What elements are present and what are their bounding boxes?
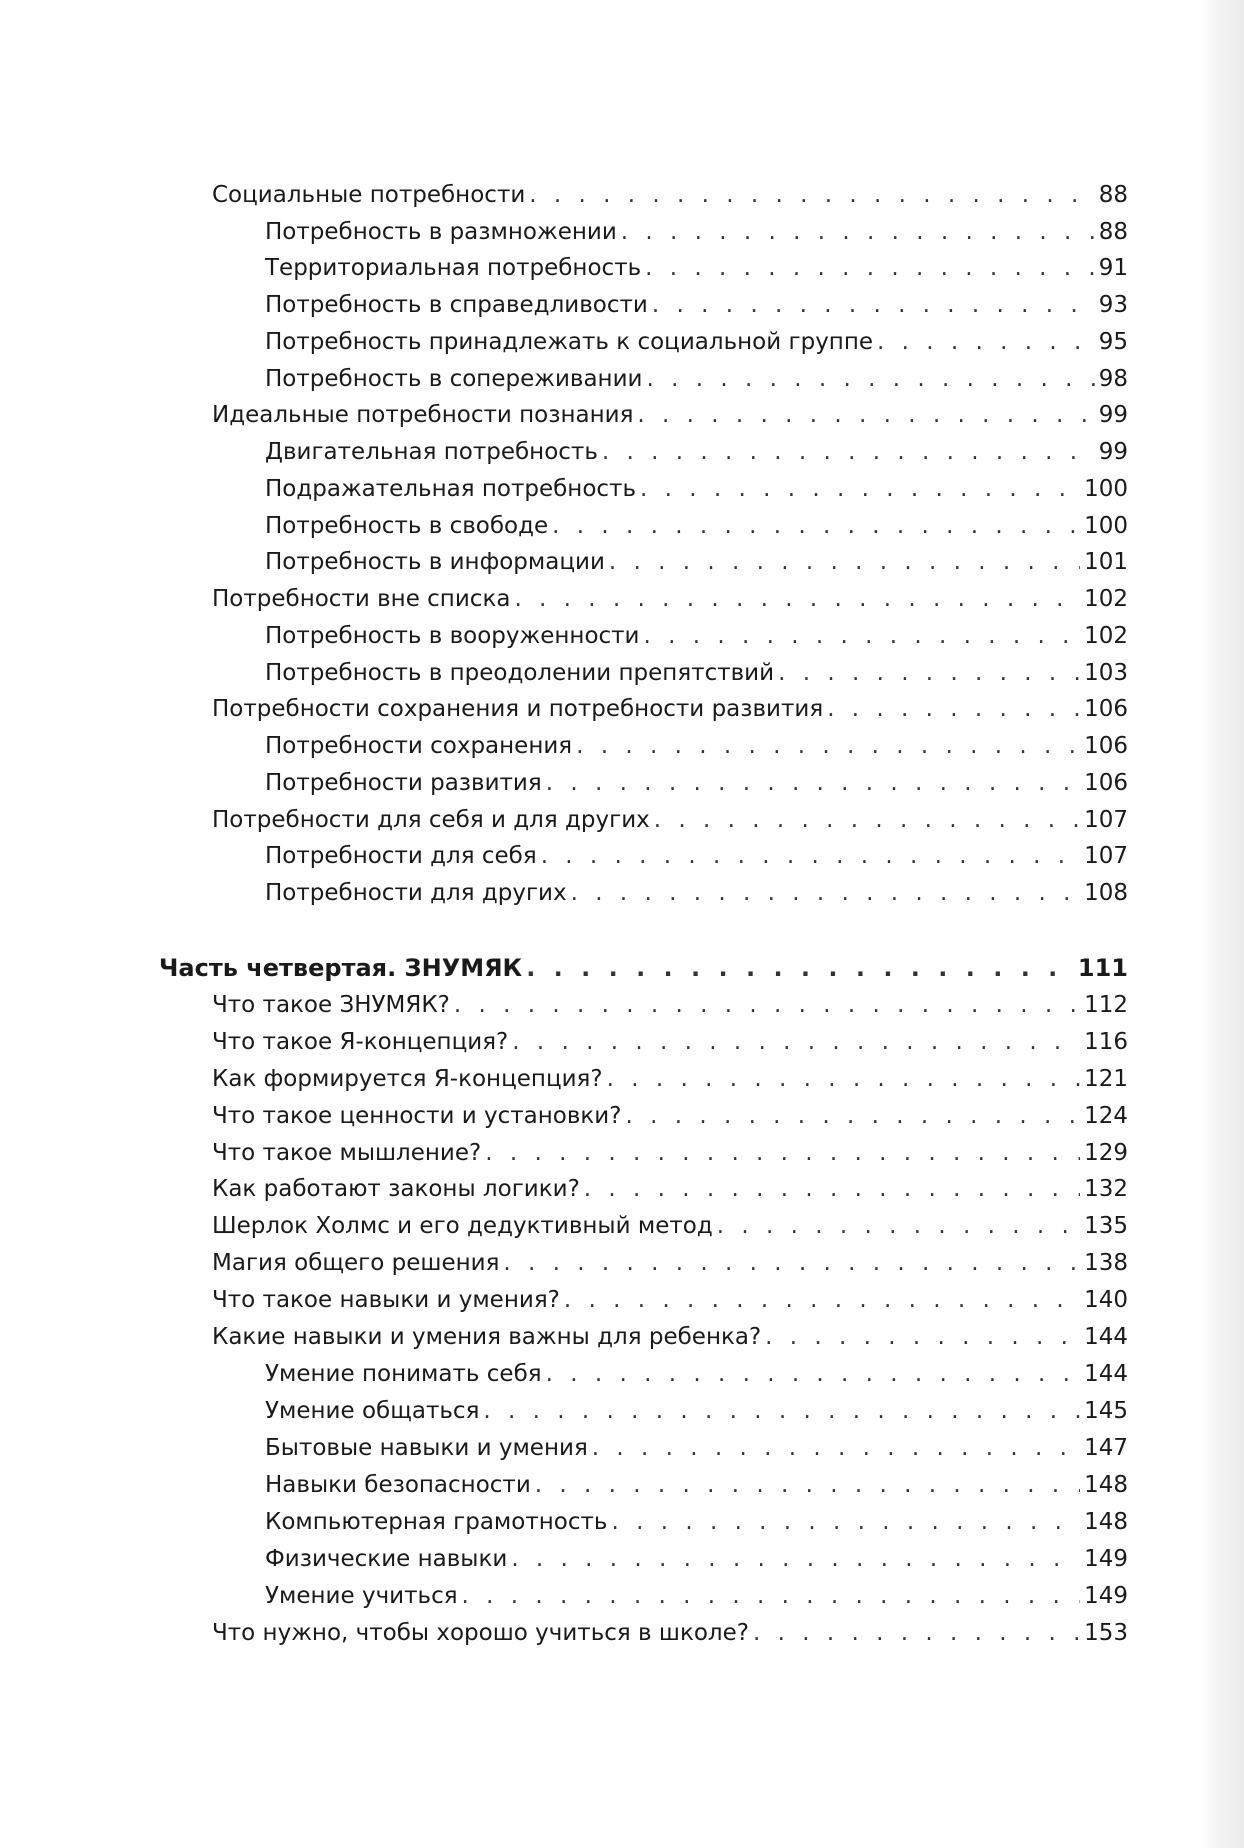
toc-entry-title: Что такое ценности и установки? <box>212 1103 622 1129</box>
toc-entry-page: 149 <box>1084 1583 1128 1609</box>
toc-leader-dots <box>512 1024 1080 1060</box>
toc-entry-title: Двигательная потребность <box>265 439 598 465</box>
toc-entry-page: 121 <box>1084 1066 1128 1092</box>
toc-entry <box>265 287 1128 323</box>
toc-leader-dots <box>592 1430 1080 1466</box>
toc-entry <box>212 1615 1128 1651</box>
toc-entry-title: Потребности сохранения <box>265 733 573 759</box>
toc-entry <box>212 1098 1128 1134</box>
toc-entry-page: 153 <box>1084 1620 1128 1646</box>
toc-leader-dots <box>571 875 1080 911</box>
toc-leader-dots <box>535 1467 1080 1503</box>
toc-entry-page: 108 <box>1084 880 1128 906</box>
toc-entry-title: Потребности сохранения и потребности развития <box>212 696 824 722</box>
toc-entry-page: 106 <box>1084 733 1128 759</box>
toc-entry-page: 132 <box>1084 1176 1128 1202</box>
toc-entry-title: Потребности для себя <box>265 843 537 869</box>
toc-entry-page: 112 <box>1084 992 1128 1018</box>
toc-entry-title: Потребность в информации <box>265 549 605 575</box>
toc-entry-page: 124 <box>1084 1103 1128 1129</box>
toc-entry-title: Территориальная потребность <box>265 255 642 281</box>
toc-entry <box>265 1430 1128 1466</box>
toc-leader-dots <box>652 287 1095 323</box>
toc-entry-page: 138 <box>1084 1250 1128 1276</box>
toc-entry <box>265 361 1128 397</box>
toc-entry-page: 106 <box>1084 696 1128 722</box>
toc-entry <box>212 1135 1128 1171</box>
toc-entry-page: 100 <box>1084 513 1128 539</box>
toc-leader-dots <box>514 581 1080 617</box>
toc-entry-title: Умение общаться <box>265 1398 480 1424</box>
toc-leader-dots <box>637 397 1094 433</box>
toc-leader-dots <box>552 508 1080 544</box>
toc-entry-page: 145 <box>1084 1398 1128 1424</box>
toc-entry-title: Шерлок Холмс и его дедуктивный метод <box>212 1213 713 1239</box>
toc-entry-page: 93 <box>1098 292 1128 318</box>
toc-entry-title: Потребность в преодолении препятствий <box>265 660 775 686</box>
toc-entry-page: 102 <box>1084 586 1128 612</box>
toc-entry-title: Умение понимать себя <box>265 1361 542 1387</box>
toc-entry-page: 102 <box>1084 623 1128 649</box>
toc-leader-dots <box>753 1615 1080 1651</box>
toc-entry-title: Что такое мышление? <box>212 1140 482 1166</box>
toc-leader-dots <box>546 765 1080 801</box>
toc-leader-dots <box>584 1171 1080 1207</box>
toc-entry-page: 98 <box>1098 366 1128 392</box>
toc-entry <box>265 655 1128 691</box>
toc-entry <box>212 177 1128 213</box>
toc-entry-page: 116 <box>1084 1029 1128 1055</box>
toc-leader-dots <box>526 950 1074 986</box>
toc-entry <box>212 1024 1128 1060</box>
toc-entry-page: 88 <box>1098 182 1128 208</box>
toc-entry <box>265 250 1128 286</box>
toc-entry <box>212 581 1128 617</box>
toc-entry-title: Что такое ЗНУМЯК? <box>212 992 450 1018</box>
toc-entry <box>212 987 1128 1023</box>
toc-entry-page: 88 <box>1098 219 1128 245</box>
toc-entry <box>265 1578 1128 1614</box>
toc-entry-page: 100 <box>1084 476 1128 502</box>
toc-leader-dots <box>454 987 1080 1023</box>
toc-leader-dots <box>511 1541 1080 1577</box>
toc-entry-title: Потребность в сопереживании <box>265 366 643 392</box>
toc-entry-title: Потребности вне списка <box>212 586 511 612</box>
toc-entry-title: Потребности для себя и для других <box>212 807 650 833</box>
toc-entry-title: Часть четвертая. ЗНУМЯК <box>159 954 523 982</box>
toc-entry <box>265 1467 1128 1503</box>
toc-leader-dots <box>607 1061 1081 1097</box>
toc-entry <box>265 838 1128 874</box>
toc-leader-dots <box>640 471 1080 507</box>
toc-entry-page: 106 <box>1084 770 1128 796</box>
toc-entry-title: Потребность в свободе <box>265 513 549 539</box>
toc-entry-page: 148 <box>1084 1509 1128 1535</box>
toc-entry-title: Потребность в размножении <box>265 219 617 245</box>
toc-leader-dots <box>877 324 1095 360</box>
toc-entry-page: 95 <box>1098 329 1128 355</box>
toc-leader-dots <box>765 1319 1080 1355</box>
toc-entry-title: Как формируется Я-концепция? <box>212 1066 603 1092</box>
toc-entry-page: 144 <box>1084 1361 1128 1387</box>
toc-entry-page: 140 <box>1084 1287 1128 1313</box>
toc-leader-dots <box>644 618 1081 654</box>
toc-entry <box>265 618 1128 654</box>
toc-entry <box>265 1356 1128 1392</box>
toc-entry-page: 148 <box>1084 1472 1128 1498</box>
toc-entry-page: 99 <box>1098 439 1128 465</box>
toc-entry <box>212 691 1128 727</box>
toc-entry-title: Потребность принадлежать к социальной группе <box>265 329 874 355</box>
toc-entry-page: 135 <box>1084 1213 1128 1239</box>
toc-leader-dots <box>717 1208 1080 1244</box>
toc-entry-title: Физические навыки <box>265 1546 508 1572</box>
toc-entry-page: 107 <box>1084 843 1128 869</box>
toc-entry <box>265 324 1128 360</box>
toc-entry <box>265 544 1128 580</box>
toc-entry-title: Компьютерная грамотность <box>265 1509 608 1535</box>
toc-entry-title: Потребности развития <box>265 770 542 796</box>
toc-entry-title: Навыки безопасности <box>265 1472 531 1498</box>
toc-entry-page: 107 <box>1084 807 1128 833</box>
toc-leader-dots <box>609 544 1080 580</box>
toc-entry-page: 149 <box>1084 1546 1128 1572</box>
toc-leader-dots <box>602 434 1095 470</box>
toc-leader-dots <box>541 838 1080 874</box>
toc-leader-dots <box>546 1356 1081 1392</box>
toc-entry <box>212 1061 1128 1097</box>
toc-leader-dots <box>621 214 1095 250</box>
toc-leader-dots <box>647 361 1095 397</box>
toc-entry-title: Потребность в вооруженности <box>265 623 640 649</box>
toc-entry <box>265 434 1128 470</box>
toc-entry-title: Социальные потребности <box>212 182 526 208</box>
toc-entry <box>212 1208 1128 1244</box>
toc-entry-page: 129 <box>1084 1140 1128 1166</box>
toc-entry-title: Как работают законы логики? <box>212 1176 580 1202</box>
toc-leader-dots <box>576 728 1080 764</box>
toc-leader-dots <box>611 1504 1080 1540</box>
toc-entry-title: Идеальные потребности познания <box>212 402 634 428</box>
toc-leader-dots <box>462 1578 1081 1614</box>
toc-entry-page: 91 <box>1098 255 1128 281</box>
toc-entry-page: 147 <box>1084 1435 1128 1461</box>
toc-entry <box>265 1504 1128 1540</box>
toc-entry-page: 144 <box>1084 1324 1128 1350</box>
toc-entry <box>265 765 1128 801</box>
toc-entry-title: Магия общего решения <box>212 1250 500 1276</box>
toc-entry <box>212 1319 1128 1355</box>
toc-leader-dots <box>645 250 1095 286</box>
toc-leader-dots <box>483 1393 1080 1429</box>
toc-entry-title: Потребность в справедливости <box>265 292 648 318</box>
toc-entry <box>265 1541 1128 1577</box>
toc-entry-title: Бытовые навыки и умения <box>265 1435 588 1461</box>
toc-entry <box>265 875 1128 911</box>
toc-entry <box>212 1245 1128 1281</box>
toc-entry-page: 99 <box>1098 402 1128 428</box>
toc-leader-dots <box>503 1245 1080 1281</box>
toc-leader-dots <box>529 177 1094 213</box>
toc-entry <box>265 508 1128 544</box>
toc-leader-dots <box>654 802 1080 838</box>
toc-entry <box>265 728 1128 764</box>
toc-entry <box>265 471 1128 507</box>
toc-entry <box>265 214 1128 250</box>
toc-entry-page: 111 <box>1077 954 1128 982</box>
toc-entry-title: Какие навыки и умения важны для ребенка? <box>212 1324 762 1350</box>
toc-entry-title: Что нужно, чтобы хорошо учиться в школе? <box>212 1620 749 1646</box>
toc-part-heading <box>159 950 1128 986</box>
toc-entry <box>212 1282 1128 1318</box>
toc-leader-dots <box>625 1098 1080 1134</box>
toc-entry-title: Умение учиться <box>265 1583 458 1609</box>
toc-entry <box>212 397 1128 433</box>
toc-entry <box>265 1393 1128 1429</box>
toc-entry-page: 101 <box>1084 549 1128 575</box>
toc-entry-title: Подражательная потребность <box>265 476 637 502</box>
page-edge-shadow <box>1200 0 1244 1848</box>
toc-leader-dots <box>778 655 1080 691</box>
toc-entry <box>212 1171 1128 1207</box>
toc-entry-page: 103 <box>1084 660 1128 686</box>
toc-leader-dots <box>827 691 1080 727</box>
toc-entry-title: Потребности для других <box>265 880 567 906</box>
toc-leader-dots <box>564 1282 1080 1318</box>
toc-entry <box>212 802 1128 838</box>
toc-leader-dots <box>485 1135 1080 1171</box>
toc-entry-title: Что такое Я-концепция? <box>212 1029 509 1055</box>
toc-entry-title: Что такое навыки и умения? <box>212 1287 560 1313</box>
